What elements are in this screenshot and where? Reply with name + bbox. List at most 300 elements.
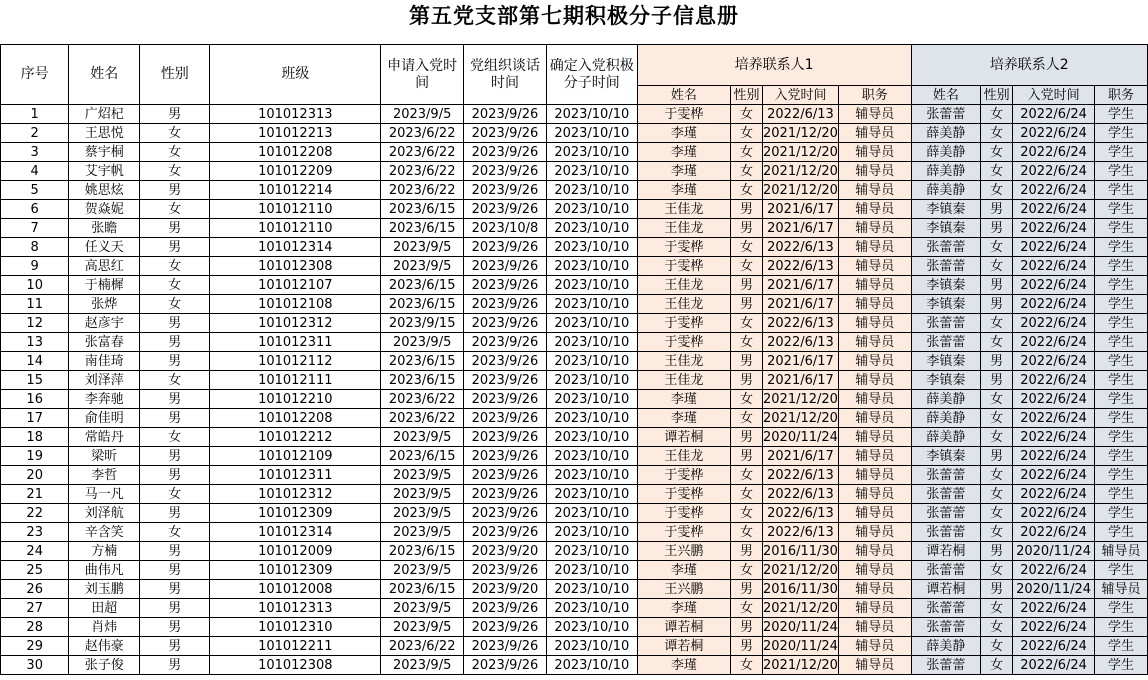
- cell-apply-date: 2023/6/15: [381, 580, 464, 599]
- cell-contact1-gender: 男: [731, 447, 763, 466]
- cell-confirm-date: 2023/10/10: [546, 523, 637, 542]
- cell-contact2-role: 学生: [1095, 485, 1148, 504]
- cell-apply-date: 2023/9/5: [381, 656, 464, 675]
- cell-contact1-role: 辅导员: [838, 580, 911, 599]
- cell-contact1-gender: 女: [731, 409, 763, 428]
- cell-contact1-gender: 女: [731, 181, 763, 200]
- cell-class: 101012213: [210, 124, 381, 143]
- cell-contact2-name: 张蕾蕾: [911, 599, 981, 618]
- cell-confirm-date: 2023/10/10: [546, 295, 637, 314]
- cell-contact1-gender: 女: [731, 143, 763, 162]
- cell-apply-date: 2023/9/15: [381, 314, 464, 333]
- cell-name: 常皓丹: [69, 428, 140, 447]
- cell-contact1-role: 辅导员: [838, 257, 911, 276]
- cell-contact1-join-date: 2022/6/13: [763, 504, 839, 523]
- cell-class: 101012008: [210, 580, 381, 599]
- cell-contact2-name: 谭若桐: [911, 542, 981, 561]
- cell-talk-date: 2023/9/26: [464, 143, 547, 162]
- cell-seq: 6: [1, 200, 69, 219]
- cell-contact1-gender: 女: [731, 599, 763, 618]
- cell-gender: 男: [140, 390, 210, 409]
- header-class: 班级: [210, 45, 381, 105]
- cell-contact2-name: 张蕾蕾: [911, 504, 981, 523]
- cell-contact1-gender: 男: [731, 371, 763, 390]
- table-row: [1, 219, 1148, 238]
- cell-contact2-gender: 男: [981, 352, 1013, 371]
- cell-contact1-gender: 男: [731, 200, 763, 219]
- cell-contact2-role: 学生: [1095, 314, 1148, 333]
- cell-class: 101012309: [210, 504, 381, 523]
- table-row: [1, 428, 1148, 447]
- cell-gender: 男: [140, 352, 210, 371]
- cell-gender: 男: [140, 504, 210, 523]
- cell-contact2-role: 学生: [1095, 238, 1148, 257]
- cell-contact2-name: 李镇秦: [911, 352, 981, 371]
- cell-talk-date: 2023/9/26: [464, 181, 547, 200]
- cell-contact2-join-date: 2022/6/24: [1013, 200, 1095, 219]
- cell-confirm-date: 2023/10/10: [546, 238, 637, 257]
- cell-contact2-role: 学生: [1095, 390, 1148, 409]
- cell-contact1-join-date: 2021/12/20: [763, 600, 838, 616]
- cell-contact1-gender: 男: [731, 276, 763, 295]
- cell-apply-date: 2023/9/5: [381, 257, 464, 276]
- cell-contact2-name: 薛美静: [911, 390, 981, 409]
- cell-class: 101012212: [210, 428, 381, 447]
- subheader-contact1-gender: 性别: [731, 86, 763, 105]
- cell-confirm-date: 2023/10/10: [546, 219, 637, 238]
- cell-contact2-role: 学生: [1095, 523, 1148, 542]
- cell-talk-date: 2023/9/26: [464, 390, 547, 409]
- cell-seq: 13: [1, 333, 69, 352]
- cell-confirm-date: 2023/10/10: [546, 599, 637, 618]
- cell-apply-date: 2023/6/15: [381, 295, 464, 314]
- cell-contact2-join-date: 2022/6/24: [1013, 618, 1095, 637]
- cell-contact1-role: 辅导员: [838, 295, 911, 314]
- cell-contact1-role: 辅导员: [838, 238, 911, 257]
- cell-contact1-gender: 女: [731, 466, 763, 485]
- cell-confirm-date: 2023/10/10: [546, 637, 637, 656]
- cell-contact1-role: 辅导员: [838, 523, 911, 542]
- cell-contact1-name: 王佳龙: [637, 371, 730, 390]
- cell-seq: 16: [1, 390, 69, 409]
- cell-talk-date: 2023/9/26: [464, 523, 547, 542]
- cell-contact2-gender: 男: [981, 371, 1013, 390]
- subheader-contact2-name: 姓名: [911, 86, 981, 105]
- cell-contact2-role: 学生: [1095, 409, 1148, 428]
- cell-gender: 男: [140, 580, 210, 599]
- header-confirm-date: 确定入党积极分子时间: [546, 45, 637, 105]
- cell-contact1-name: 谭若桐: [637, 618, 730, 637]
- cell-class: 101012208: [210, 143, 381, 162]
- cell-class: 101012107: [210, 276, 381, 295]
- header-gender: 性别: [140, 45, 210, 105]
- cell-name: 曲伟凡: [69, 561, 140, 580]
- cell-contact1-gender: 男: [731, 542, 763, 561]
- cell-contact2-name: 张蕾蕾: [911, 656, 981, 675]
- cell-name: 俞佳明: [69, 409, 140, 428]
- cell-contact2-gender: 女: [981, 561, 1013, 580]
- cell-name: 艾宇帆: [69, 162, 140, 181]
- cell-contact1-name: 李瑾: [637, 599, 730, 618]
- cell-contact1-gender: 男: [731, 618, 763, 637]
- cell-contact2-name: 李镇秦: [911, 447, 981, 466]
- cell-confirm-date: 2023/10/10: [546, 561, 637, 580]
- cell-contact2-role: 学生: [1095, 428, 1148, 447]
- cell-contact2-role: 学生: [1095, 181, 1148, 200]
- cell-contact1-join-date: 2022/6/13: [763, 466, 839, 485]
- cell-contact2-role: 学生: [1095, 257, 1148, 276]
- cell-name: 马一凡: [69, 485, 140, 504]
- cell-seq: 30: [1, 656, 69, 675]
- cell-contact1-role: 辅导员: [838, 181, 911, 200]
- cell-contact1-name: 李瑾: [637, 656, 730, 675]
- cell-apply-date: 2023/9/5: [381, 504, 464, 523]
- cell-class: 101012308: [210, 656, 381, 675]
- table-row: [1, 105, 1148, 124]
- cell-apply-date: 2023/6/22: [381, 181, 464, 200]
- cell-contact1-role: 辅导员: [838, 143, 911, 162]
- cell-talk-date: 2023/9/26: [464, 333, 547, 352]
- cell-confirm-date: 2023/10/10: [546, 485, 637, 504]
- table-row: [1, 333, 1148, 352]
- header-row-1: [1, 45, 1148, 86]
- cell-contact1-name: 王佳龙: [637, 219, 730, 238]
- cell-contact1-role: 辅导员: [838, 428, 911, 447]
- cell-contact2-name: 张蕾蕾: [911, 561, 981, 580]
- cell-contact2-gender: 女: [981, 238, 1013, 257]
- table-row: [1, 181, 1148, 200]
- cell-name: 肖炜: [69, 618, 140, 637]
- cell-contact2-name: 张蕾蕾: [911, 257, 981, 276]
- cell-contact1-join-date: 2022/6/13: [763, 333, 839, 352]
- cell-apply-date: 2023/6/22: [381, 409, 464, 428]
- cell-contact1-gender: 女: [731, 333, 763, 352]
- cell-contact2-join-date: 2022/6/24: [1013, 143, 1095, 162]
- cell-contact1-name: 于雯桦: [637, 504, 730, 523]
- cell-gender: 女: [140, 523, 210, 542]
- cell-gender: 女: [140, 200, 210, 219]
- cell-seq: 28: [1, 618, 69, 637]
- header-name: 姓名: [69, 45, 140, 105]
- cell-seq: 1: [1, 105, 69, 124]
- cell-contact1-join-date: 2021/6/17: [763, 219, 839, 238]
- cell-confirm-date: 2023/10/10: [546, 333, 637, 352]
- table-row: [1, 561, 1148, 580]
- cell-contact2-join-date: 2022/6/24: [1013, 561, 1095, 580]
- cell-apply-date: 2023/9/5: [381, 618, 464, 637]
- cell-contact1-name: 于雯桦: [637, 314, 730, 333]
- cell-contact1-name: 李瑾: [637, 409, 730, 428]
- cell-gender: 男: [140, 238, 210, 257]
- activists-table: [0, 44, 1148, 675]
- cell-contact2-gender: 男: [981, 542, 1013, 561]
- cell-contact2-role: 学生: [1095, 143, 1148, 162]
- cell-gender: 男: [140, 181, 210, 200]
- table-row: [1, 599, 1148, 618]
- cell-apply-date: 2023/6/22: [381, 390, 464, 409]
- cell-contact2-join-date: 2022/6/24: [1013, 219, 1095, 238]
- cell-contact2-role: 学生: [1095, 561, 1148, 580]
- cell-class: 101012214: [210, 181, 381, 200]
- cell-gender: 女: [140, 485, 210, 504]
- table-row: [1, 162, 1148, 181]
- cell-contact2-role: 学生: [1095, 200, 1148, 219]
- cell-name: 刘玉鹏: [69, 580, 140, 599]
- cell-contact1-gender: 男: [731, 580, 763, 599]
- cell-seq: 25: [1, 561, 69, 580]
- cell-contact1-name: 王佳龙: [637, 276, 730, 295]
- cell-class: 101012312: [210, 485, 381, 504]
- cell-contact1-gender: 男: [731, 428, 763, 447]
- cell-contact2-name: 薛美静: [911, 428, 981, 447]
- cell-contact2-gender: 女: [981, 333, 1013, 352]
- cell-class: 101012311: [210, 466, 381, 485]
- table-row: [1, 390, 1148, 409]
- cell-contact1-join-date: 2021/6/17: [763, 447, 839, 466]
- cell-contact2-role: 学生: [1095, 504, 1148, 523]
- cell-class: 101012312: [210, 314, 381, 333]
- cell-contact2-name: 李镇秦: [911, 200, 981, 219]
- cell-talk-date: 2023/9/26: [464, 428, 547, 447]
- cell-class: 101012313: [210, 599, 381, 618]
- cell-apply-date: 2023/6/15: [381, 542, 464, 561]
- cell-contact1-name: 王佳龙: [637, 200, 730, 219]
- table-row: [1, 466, 1148, 485]
- cell-contact2-name: 张蕾蕾: [911, 485, 981, 504]
- cell-contact2-join-date: 2022/6/24: [1013, 314, 1095, 333]
- cell-name: 刘泽航: [69, 504, 140, 523]
- cell-contact1-role: 辅导员: [838, 656, 911, 675]
- cell-confirm-date: 2023/10/10: [546, 580, 637, 599]
- cell-seq: 17: [1, 409, 69, 428]
- table-row: [1, 371, 1148, 390]
- cell-contact1-role: 辅导员: [838, 466, 911, 485]
- cell-talk-date: 2023/9/26: [464, 504, 547, 523]
- cell-contact1-role: 辅导员: [838, 352, 911, 371]
- cell-confirm-date: 2023/10/10: [546, 428, 637, 447]
- cell-class: 101012211: [210, 637, 381, 656]
- cell-seq: 5: [1, 181, 69, 200]
- cell-name: 蔡宇桐: [69, 143, 140, 162]
- cell-contact2-role: 学生: [1095, 124, 1148, 143]
- cell-name: 赵彦宇: [69, 314, 140, 333]
- cell-gender: 男: [140, 466, 210, 485]
- cell-talk-date: 2023/9/26: [464, 656, 547, 675]
- cell-talk-date: 2023/9/26: [464, 371, 547, 390]
- table-row: [1, 295, 1148, 314]
- cell-contact2-role: 辅导员: [1095, 542, 1148, 561]
- subheader-contact1-join-date: 入党时间: [763, 86, 839, 105]
- cell-contact2-role: 学生: [1095, 447, 1148, 466]
- cell-apply-date: 2023/9/5: [381, 599, 464, 618]
- cell-seq: 18: [1, 428, 69, 447]
- cell-contact2-join-date: 2022/6/24: [1013, 447, 1095, 466]
- cell-contact2-gender: 女: [981, 428, 1013, 447]
- cell-apply-date: 2023/6/22: [381, 162, 464, 181]
- cell-contact1-role: 辅导员: [838, 637, 911, 656]
- cell-seq: 11: [1, 295, 69, 314]
- cell-contact2-gender: 女: [981, 314, 1013, 333]
- cell-contact2-gender: 女: [981, 504, 1013, 523]
- cell-apply-date: 2023/9/5: [381, 238, 464, 257]
- table-row: [1, 504, 1148, 523]
- cell-contact1-role: 辅导员: [838, 276, 911, 295]
- cell-contact1-role: 辅导员: [838, 561, 911, 580]
- cell-confirm-date: 2023/10/10: [546, 105, 637, 124]
- cell-contact2-join-date: 2022/6/24: [1013, 333, 1095, 352]
- cell-contact1-join-date: 2021/6/17: [763, 200, 839, 219]
- cell-contact2-join-date: 2020/11/24: [1013, 580, 1095, 599]
- cell-contact2-name: 薛美静: [911, 409, 981, 428]
- header-apply-date: 申请入党时间: [381, 45, 464, 105]
- table-row: [1, 352, 1148, 371]
- cell-contact1-name: 王兴鹏: [637, 542, 730, 561]
- cell-contact1-role: 辅导员: [838, 409, 911, 428]
- cell-class: 101012311: [210, 333, 381, 352]
- cell-talk-date: 2023/9/26: [464, 257, 547, 276]
- cell-contact1-join-date: 2021/12/20: [763, 163, 838, 179]
- cell-contact1-join-date: 2020/11/24: [763, 619, 838, 635]
- table-row: [1, 238, 1148, 257]
- cell-name: 辛含笑: [69, 523, 140, 542]
- cell-contact1-join-date: 2022/6/13: [763, 238, 839, 257]
- header-contact-2: 培养联系人2: [911, 45, 1147, 86]
- cell-contact1-role: 辅导员: [838, 124, 911, 143]
- cell-class: 101012314: [210, 238, 381, 257]
- cell-gender: 女: [140, 276, 210, 295]
- cell-name: 南佳琦: [69, 352, 140, 371]
- cell-confirm-date: 2023/10/10: [546, 409, 637, 428]
- cell-apply-date: 2023/9/5: [381, 561, 464, 580]
- cell-confirm-date: 2023/10/10: [546, 352, 637, 371]
- cell-contact2-role: 学生: [1095, 276, 1148, 295]
- cell-talk-date: 2023/10/8: [464, 219, 547, 238]
- cell-contact2-name: 谭若桐: [911, 580, 981, 599]
- cell-seq: 21: [1, 485, 69, 504]
- cell-contact1-name: 于雯桦: [637, 257, 730, 276]
- cell-contact1-name: 于雯桦: [637, 238, 730, 257]
- cell-name: 任义天: [69, 238, 140, 257]
- cell-seq: 24: [1, 542, 69, 561]
- cell-apply-date: 2023/9/5: [381, 105, 464, 124]
- cell-contact1-name: 于雯桦: [637, 466, 730, 485]
- cell-name: 贺焱妮: [69, 200, 140, 219]
- cell-talk-date: 2023/9/20: [464, 580, 547, 599]
- cell-confirm-date: 2023/10/10: [546, 162, 637, 181]
- cell-gender: 男: [140, 656, 210, 675]
- cell-contact2-gender: 女: [981, 523, 1013, 542]
- cell-seq: 19: [1, 447, 69, 466]
- cell-name: 高思红: [69, 257, 140, 276]
- cell-contact1-name: 王兴鹏: [637, 580, 730, 599]
- cell-contact1-role: 辅导员: [838, 219, 911, 238]
- cell-contact1-name: 于雯桦: [637, 105, 730, 124]
- subheader-contact1-role: 职务: [838, 86, 911, 105]
- cell-seq: 20: [1, 466, 69, 485]
- cell-contact2-join-date: 2022/6/24: [1013, 371, 1095, 390]
- cell-contact1-gender: 女: [731, 656, 763, 675]
- cell-contact2-join-date: 2022/6/24: [1013, 656, 1095, 675]
- cell-seq: 26: [1, 580, 69, 599]
- cell-gender: 男: [140, 314, 210, 333]
- cell-contact2-gender: 女: [981, 124, 1013, 143]
- table-row: [1, 618, 1148, 637]
- cell-confirm-date: 2023/10/10: [546, 181, 637, 200]
- cell-name: 广炤杞: [69, 105, 140, 124]
- table-row: [1, 200, 1148, 219]
- cell-seq: 22: [1, 504, 69, 523]
- cell-contact1-gender: 女: [731, 124, 763, 143]
- cell-gender: 女: [140, 371, 210, 390]
- cell-contact1-name: 李瑾: [637, 162, 730, 181]
- cell-confirm-date: 2023/10/10: [546, 504, 637, 523]
- cell-contact1-join-date: 2016/11/30: [763, 581, 838, 597]
- cell-contact1-name: 李瑾: [637, 143, 730, 162]
- cell-contact1-gender: 女: [731, 504, 763, 523]
- cell-contact2-gender: 女: [981, 181, 1013, 200]
- cell-contact1-name: 于雯桦: [637, 523, 730, 542]
- cell-confirm-date: 2023/10/10: [546, 656, 637, 675]
- cell-contact2-name: 张蕾蕾: [911, 333, 981, 352]
- table-row: [1, 276, 1148, 295]
- cell-contact1-name: 谭若桐: [637, 637, 730, 656]
- cell-confirm-date: 2023/10/10: [546, 143, 637, 162]
- cell-contact1-name: 王佳龙: [637, 352, 730, 371]
- cell-contact1-gender: 女: [731, 523, 763, 542]
- cell-contact1-join-date: 2022/6/13: [763, 523, 839, 542]
- cell-contact1-gender: 女: [731, 257, 763, 276]
- cell-apply-date: 2023/6/15: [381, 200, 464, 219]
- cell-seq: 3: [1, 143, 69, 162]
- cell-contact1-name: 谭若桐: [637, 428, 730, 447]
- cell-contact1-gender: 男: [731, 295, 763, 314]
- cell-confirm-date: 2023/10/10: [546, 390, 637, 409]
- cell-contact1-role: 辅导员: [838, 599, 911, 618]
- cell-talk-date: 2023/9/26: [464, 561, 547, 580]
- cell-contact2-join-date: 2022/6/24: [1013, 352, 1095, 371]
- cell-gender: 女: [140, 143, 210, 162]
- table-row: [1, 314, 1148, 333]
- cell-apply-date: 2023/6/22: [381, 637, 464, 656]
- cell-class: 101012314: [210, 523, 381, 542]
- cell-class: 101012110: [210, 200, 381, 219]
- cell-apply-date: 2023/9/5: [381, 428, 464, 447]
- cell-contact2-join-date: 2022/6/24: [1013, 428, 1095, 447]
- cell-class: 101012208: [210, 409, 381, 428]
- cell-talk-date: 2023/9/26: [464, 314, 547, 333]
- cell-contact1-gender: 男: [731, 352, 763, 371]
- cell-apply-date: 2023/6/15: [381, 219, 464, 238]
- cell-apply-date: 2023/6/22: [381, 143, 464, 162]
- cell-contact2-join-date: 2022/6/24: [1013, 390, 1095, 409]
- cell-class: 101012009: [210, 542, 381, 561]
- table-row: [1, 542, 1148, 561]
- cell-contact1-join-date: 2021/6/17: [763, 352, 839, 371]
- cell-contact1-name: 李瑾: [637, 561, 730, 580]
- cell-contact2-name: 张蕾蕾: [911, 314, 981, 333]
- cell-talk-date: 2023/9/26: [464, 637, 547, 656]
- cell-talk-date: 2023/9/26: [464, 295, 547, 314]
- cell-contact2-name: 张蕾蕾: [911, 466, 981, 485]
- cell-gender: 男: [140, 618, 210, 637]
- cell-contact2-name: 薛美静: [911, 637, 981, 656]
- cell-contact2-role: 学生: [1095, 219, 1148, 238]
- cell-contact2-name: 薛美静: [911, 124, 981, 143]
- cell-contact2-gender: 女: [981, 105, 1013, 124]
- cell-contact1-role: 辅导员: [838, 105, 911, 124]
- cell-gender: 女: [140, 428, 210, 447]
- cell-confirm-date: 2023/10/10: [546, 124, 637, 143]
